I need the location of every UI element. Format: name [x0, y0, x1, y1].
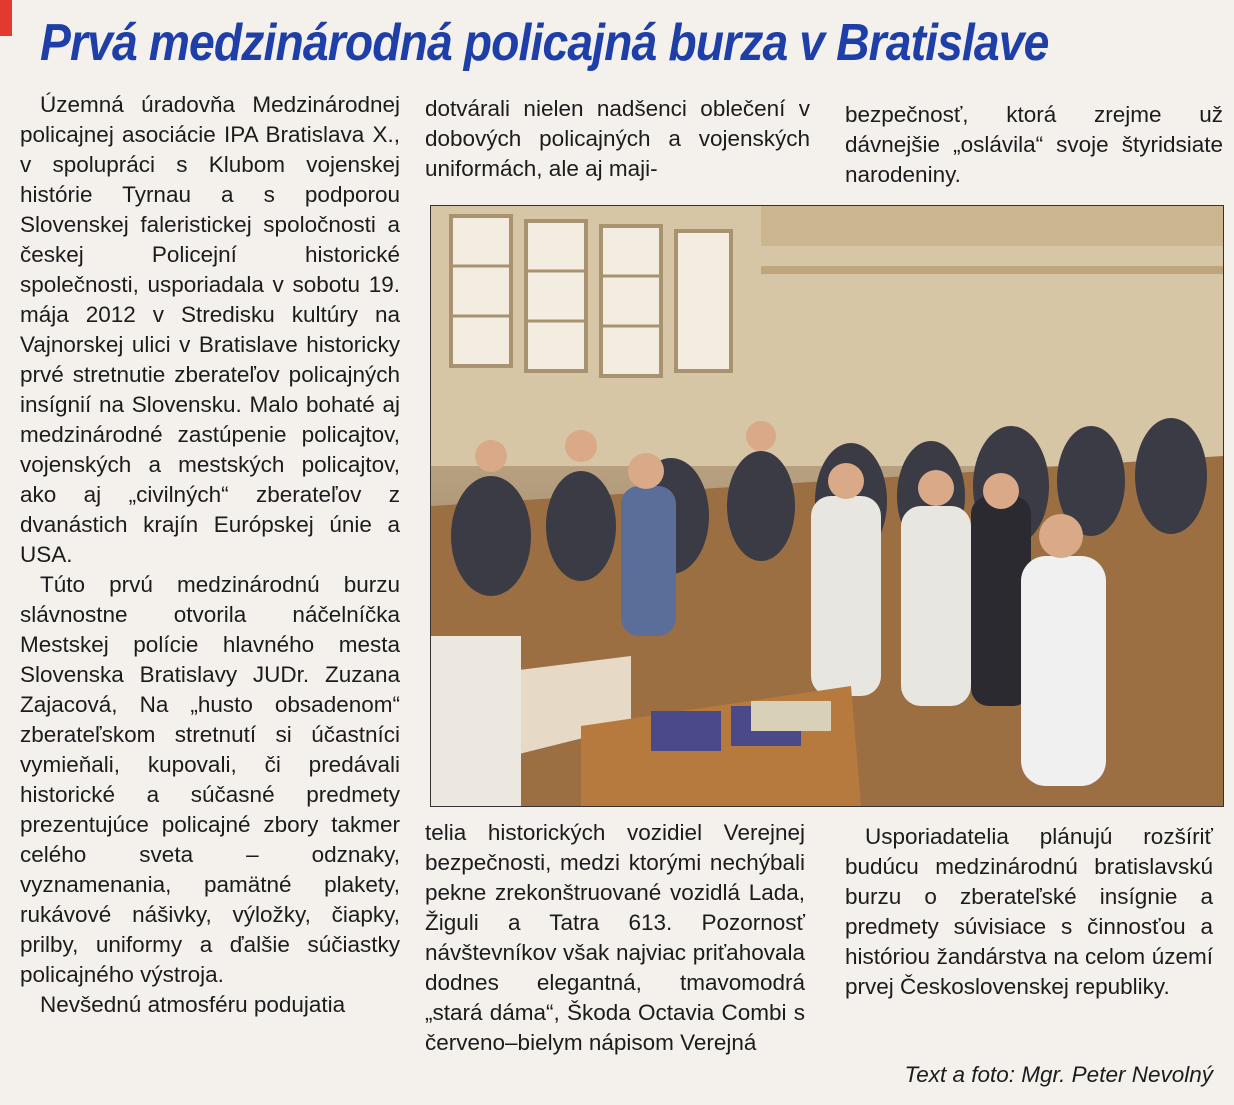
paragraph-col2-bottom: telia historických vozidiel Verejnej bezpečnosti, medzi ktorými nechýbali pekne zrekonštruované vozidlá Lada, Žiguli a Tatra 613. Pozornosť návštevníkov však najviac priťahovala dodnes elegantná, tmavomodrá „stará dáma“, Škoda Octavia Combi s červeno–bielym nápisom Verejná — [425, 820, 805, 1055]
event-photo-illustration — [431, 206, 1223, 806]
article-column-2-top — [425, 94, 810, 184]
article-column-3-bottom — [845, 822, 1213, 1002]
paragraph-col3-bottom: Usporiadatelia plánujú rozšíriť budúcu medzinárodnú bratislavskú burzu o zberateľské insígnie a predmety súvisiace s činnosťou a históriou žandárstva na celom území prvej Československej republiky. — [845, 824, 1213, 999]
article-column-1 — [20, 90, 400, 1020]
event-photo — [430, 205, 1224, 807]
article-column-2-bottom — [425, 818, 805, 1058]
photo-credit: Text a foto: Mgr. Peter Nevolný — [904, 1062, 1213, 1087]
edge-color-mark — [0, 0, 12, 36]
paragraph-1: Územná úradovňa Medzinárodnej policajnej asociácie IPA Bratislava X., v spolupráci s Klubom vojenskej histórie Tyrnau a s podporou Slovenskej faleristickej spoločnosti a českej Policejní historické společnosti, usporiadala v sobotu 19. mája 2012 v Stredisku kultúry na Vajnorskej ulici v Bratislave historicky prvé stretnutie zberateľov policajných insígnií na Slovensku. Malo bohaté aj medzinárodné zastúpenie policajtov, vojenských a mestských policajtov, ako aj „civilných“ zberateľov z dvanástich krajín Európskej únie a USA. — [20, 92, 400, 567]
headline: Prvá medzinárodná policajná burza v Bratislave — [40, 14, 1049, 72]
paragraph-col2-top: dotvárali nielen nadšenci oblečení v dobových policajných a vojenských uniformách, ale aj maji- — [425, 96, 810, 181]
article-column-3-top — [845, 100, 1223, 190]
paragraph-3: Nevšednú atmosféru podujatia — [40, 992, 346, 1017]
paragraph-2: Túto prvú medzinárodnú burzu slávnostne otvorila náčelníčka Mestskej polície hlavného mesta Slovenska Bratislavy JUDr. Zuzana Zajacová, Na „husto obsadenom“ zberateľskom stretnutí si účastníci vymieňali, kupovali, či predávali historické a súčasné predmety prezentujúce policajné zbory takmer celého sveta – odznaky, vyznamenania, pamätné plakety, rukávové nášivky, výložky, čiapky, prilby, uniformy a ďalšie súčiastky policajného výstroja. — [20, 572, 400, 987]
paragraph-col3-top: bezpečnosť, ktorá zrejme už dávnejšie „oslávila“ svoje štyridsiate narodeniny. — [845, 102, 1223, 187]
